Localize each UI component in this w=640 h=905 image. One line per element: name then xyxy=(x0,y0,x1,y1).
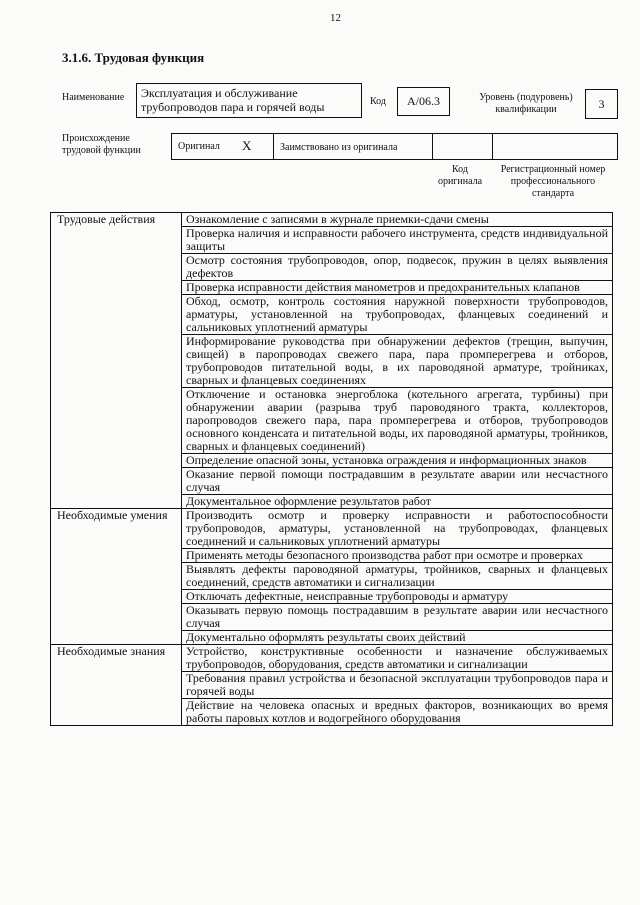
item-cell: Оказывать первую помощь пострадавшим в результате аварии или несчастного случая xyxy=(182,604,613,631)
item-cell: Документально оформлять результаты своих действий xyxy=(182,631,613,645)
divider xyxy=(492,134,493,159)
level-label: Уровень (подуровень) квалификации xyxy=(479,92,573,115)
original-code-caption: Код оригинала xyxy=(437,164,483,187)
divider xyxy=(432,134,433,159)
item-cell: Применять методы безопасного производства работ при осмотре и проверках xyxy=(182,549,613,563)
category-cell: Необходимые умения xyxy=(51,509,182,645)
item-cell: Отключать дефектные, неисправные трубопроводы и арматуру xyxy=(182,590,613,604)
code-value-box xyxy=(397,87,450,116)
labor-function-table xyxy=(50,212,613,726)
item-cell: Оказание первой помощи пострадавшим в результате аварии или несчастного случая xyxy=(182,468,613,495)
name-label: Наименование xyxy=(62,92,125,103)
original-mark: X xyxy=(242,138,252,153)
item-cell: Осмотр состояния трубопроводов, опор, подвесок, пружин в целях выявления дефектов xyxy=(182,254,613,281)
name-value: Эксплуатация и обслуживание трубопроводов пара и горячей воды xyxy=(141,86,325,114)
category-cell: Трудовые действия xyxy=(51,213,182,509)
item-cell: Обход, осмотр, контроль состояния наружной поверхности трубопроводов, арматуры, установленной на трубопроводах, фланцевых соединений и сальниковых уплотнений арматуры xyxy=(182,295,613,335)
name-value-box xyxy=(136,83,362,118)
item-cell: Информирование руководства при обнаружении дефектов (трещин, выпучин, свищей) в паропроводах свежего пара, пара промперегрева и отборов, трубопроводов питательной воды, в их пароводяной арматуре, тройниках, сварных и фланцевых соединениях xyxy=(182,335,613,388)
section-title: 3.1.6. Трудовая функция xyxy=(62,50,205,65)
code-label: Код xyxy=(370,96,386,107)
level-value-box xyxy=(585,89,618,119)
origin-label: Происхождение трудовой функции xyxy=(62,133,141,156)
code-value: A/06.3 xyxy=(407,94,440,108)
origin-row xyxy=(171,133,618,160)
level-value: 3 xyxy=(598,97,605,111)
category-cell: Необходимые знания xyxy=(51,645,182,726)
item-cell: Проверка исправности действия манометров и предохранительных клапанов xyxy=(182,281,613,295)
reg-number-caption: Регистрационный номер профессионального стандарта xyxy=(500,164,606,199)
item-cell: Документальное оформление результатов работ xyxy=(182,495,613,509)
item-cell: Требования правил устройства и безопасной эксплуатации трубопроводов пара и горячей воды xyxy=(182,672,613,699)
original-label: Оригинал xyxy=(178,141,220,152)
item-cell: Проверка наличия и исправности рабочего инструмента, средств индивидуальной защиты xyxy=(182,227,613,254)
item-cell: Определение опасной зоны, установка ограждения и информационных знаков xyxy=(182,454,613,468)
item-cell: Действие на человека опасных и вредных факторов, возникающих во время работы паровых котлов и водогрейного оборудования xyxy=(182,699,613,726)
item-cell: Отключение и остановка энергоблока (котельного агрегата, турбины) при обнаружении аварии (разрыва труб пароводяного тракта, коллекторов, паропроводов свежего пара, пара промперегрева и отборов, трубопроводов основного конденсата и питательной воды, их пароводяной арматуры, тройников, сварных и фланцевых соединений) xyxy=(182,388,613,454)
item-cell: Производить осмотр и проверку исправности и работоспособности трубопроводов, арматуры, установленной на трубопроводах, фланцевых соединений и сальниковых уплотнений арматуры xyxy=(182,509,613,549)
table-row xyxy=(51,213,613,227)
divider xyxy=(273,134,274,159)
borrowed-label: Заимствовано из оригинала xyxy=(280,142,398,153)
item-cell: Ознакомление с записями в журнале приемки-сдачи смены xyxy=(182,213,613,227)
table-row xyxy=(51,509,613,549)
item-cell: Выявлять дефекты пароводяной арматуры, тройников, сварных и фланцевых соединений, средств автоматики и сигнализации xyxy=(182,563,613,590)
item-cell: Устройство, конструктивные особенности и назначение обслуживаемых трубопроводов, оборудования, средств автоматики и сигнализации xyxy=(182,645,613,672)
table-row xyxy=(51,645,613,672)
page-number: 12 xyxy=(330,12,341,24)
